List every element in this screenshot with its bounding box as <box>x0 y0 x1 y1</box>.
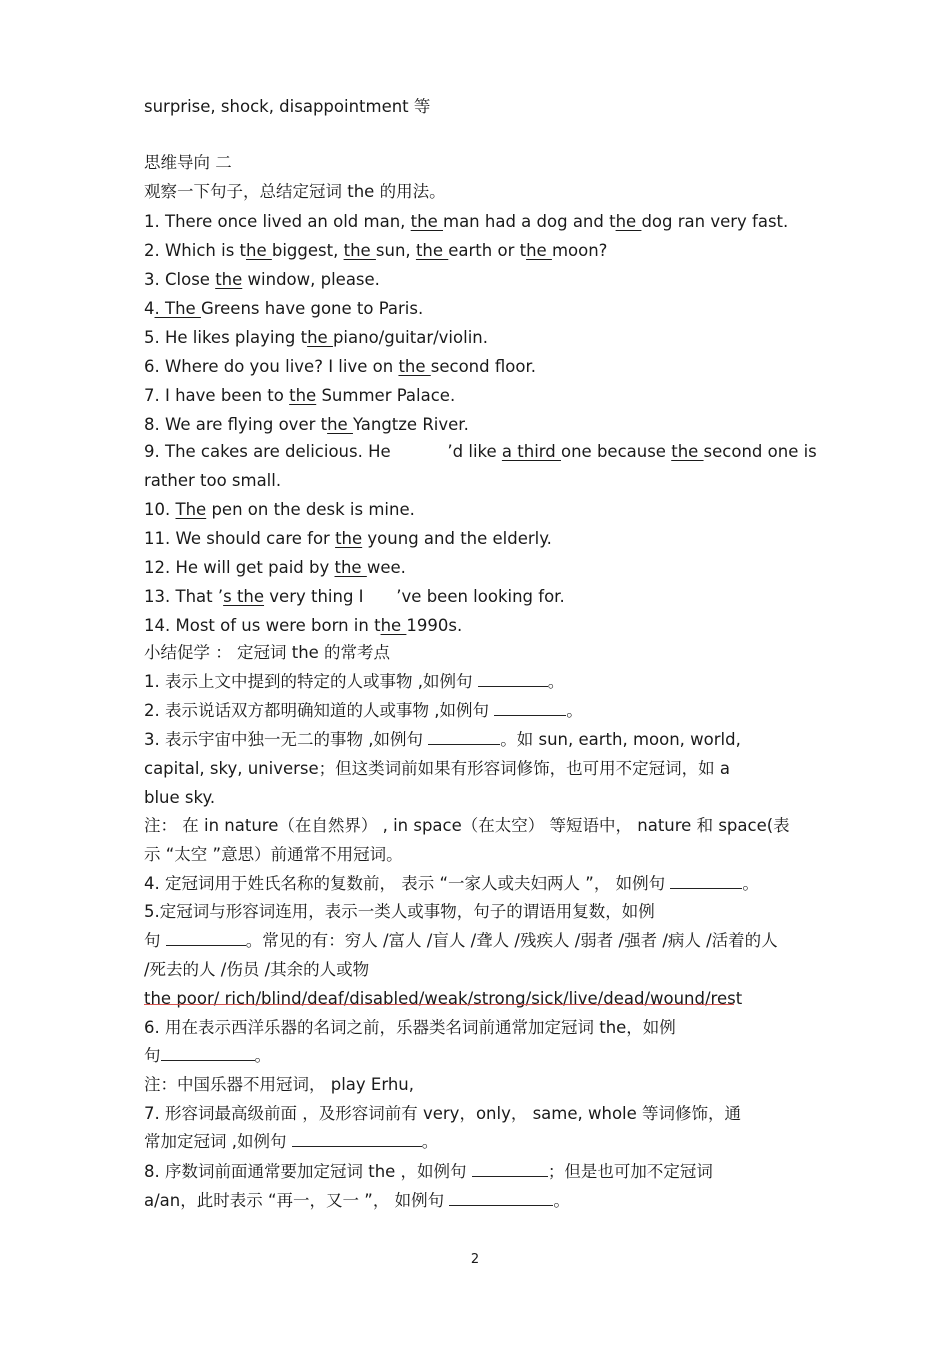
point-8: 8. 序数词前面通常要加定冠词 the ，如例句 ；但是也可加不定冠词 <box>144 1162 713 1181</box>
answer-blank[interactable] <box>292 1132 422 1147</box>
point-5-continued: 句 。常见的有：穷人 /富人 /盲人 /聋人 /残疾人 /弱者 /强者 /病人 /活着的人 <box>144 931 778 950</box>
point-3: 3. 表示宇宙中独一无二的事物 ,如例句 。如 sun, earth, moon, world, <box>144 730 741 749</box>
point-3-continued: capital, sky, universe；但这类词前如果有形容词修饰，也可用不定冠词，如 a <box>144 759 731 778</box>
point-6: 6. 用在表示西洋乐器的名词之前，乐器类名词前通常加定冠词 the，如例 <box>144 1018 676 1037</box>
page-number: 2 <box>470 1252 480 1267</box>
answer-blank[interactable] <box>494 701 566 716</box>
example-4: 4. The Greens have gone to Paris. <box>144 299 424 318</box>
point-7: 7. 形容词最高级前面 ，及形容词前有 very，only， same, whole 等词修饰，通 <box>144 1104 742 1123</box>
top-line: surprise, shock, disappointment 等 <box>144 97 431 116</box>
example-1: 1. There once lived an old man, the man had a dog and the dog ran very fast. <box>144 212 789 231</box>
red-underline <box>144 1004 734 1005</box>
point-5: 5.定冠词与形容词连用，表示一类人或事物，句子的谓语用复数，如例 <box>144 902 655 921</box>
point-2: 2. 表示说话双方都明确知道的人或事物 ,如例句 。 <box>144 701 583 720</box>
summary-heading: 小结促学 ： 定冠词 the 的常考点 <box>144 643 391 662</box>
point-8-continued: a/an，此时表示 “再一，又一 ”， 如例句 。 <box>144 1191 570 1210</box>
answer-blank[interactable] <box>478 672 548 687</box>
example-10: 10. The pen on the desk is mine. <box>144 500 415 519</box>
example-3: 3. Close the window, please. <box>144 270 380 289</box>
note-2: 注：中国乐器不用冠词， play Erhu, <box>144 1075 415 1094</box>
note-1-continued: 示 “太空 ”意思）前通常不用冠词。 <box>144 845 403 864</box>
point-5-list: /死去的人 /伤员 /其余的人或物 <box>144 960 370 979</box>
note-1: 注： 在 in nature（在自然界） , in space（在太空） 等短语中， nature 和 space(表 <box>144 816 790 835</box>
answer-blank[interactable] <box>161 1046 255 1061</box>
point-4: 4. 定冠词用于姓氏名称的复数前， 表示 “一家人或夫妇两人 ”， 如例句 。 <box>144 874 759 893</box>
point-7-continued: 常加定冠词 ,如例句 。 <box>144 1132 439 1151</box>
example-2: 2. Which is the biggest, the sun, the earth or the moon? <box>144 241 608 260</box>
answer-blank[interactable] <box>449 1191 553 1206</box>
example-9-continued: rather too small. <box>144 471 282 490</box>
point-1: 1. 表示上文中提到的特定的人或事物 ,如例句 。 <box>144 672 565 691</box>
answer-blank[interactable] <box>472 1162 548 1177</box>
example-9: 9. The cakes are delicious. He ’d like a third one because the second one is <box>144 442 817 461</box>
point-3-end: blue sky. <box>144 788 216 807</box>
example-7: 7. I have been to the Summer Palace. <box>144 386 456 405</box>
example-11: 11. We should care for the young and the elderly. <box>144 529 552 548</box>
example-6: 6. Where do you live? I live on the second floor. <box>144 357 536 376</box>
example-14: 14. Most of us were born in the 1990s. <box>144 616 463 635</box>
answer-blank[interactable] <box>166 931 246 946</box>
example-8: 8. We are flying over the Yangtze River. <box>144 415 469 434</box>
example-5: 5. He likes playing the piano/guitar/violin. <box>144 328 488 347</box>
example-13: 13. That ’s the very thing I ’ve been looking for. <box>144 587 565 606</box>
instruction: 观察一下句子，总结定冠词 the 的用法。 <box>144 182 446 201</box>
point-5-english: the poor/ rich/blind/deaf/disabled/weak/strong/sick/live/dead/wound/rest <box>144 989 743 1008</box>
answer-blank[interactable] <box>670 874 742 889</box>
answer-blank[interactable] <box>428 730 500 745</box>
point-6-continued: 句 。 <box>144 1046 271 1065</box>
section-heading: 思维导向 二 <box>144 153 232 172</box>
example-12: 12. He will get paid by the wee. <box>144 558 406 577</box>
